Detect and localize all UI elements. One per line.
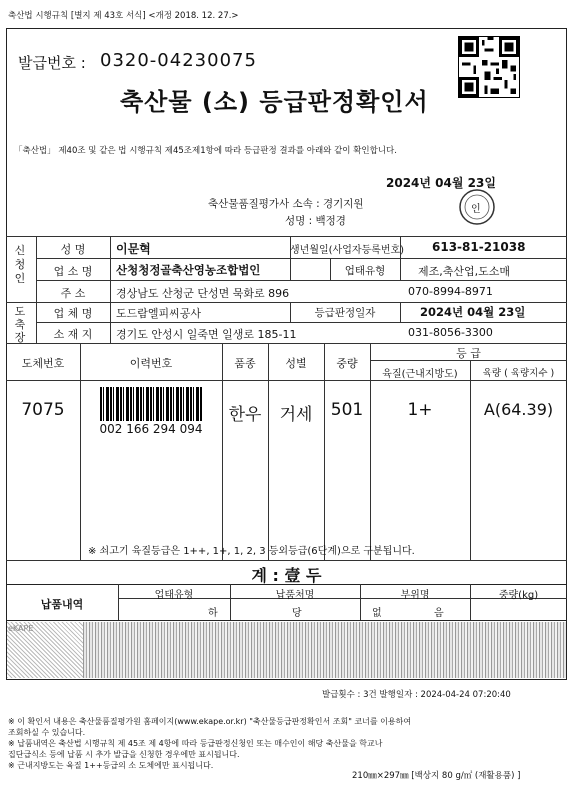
applicant-biz-type: 제조,축산업,도소매: [418, 265, 511, 278]
breed-value: 한우: [228, 405, 262, 425]
security-watermark-pattern: [7, 622, 83, 678]
col-breed: 품종: [234, 357, 256, 370]
slaughterhouse-section-label: 도축장: [14, 305, 26, 344]
intro-text: 「축산법」 제40조 및 같은 법 시행규칙 제45조제1항에 따라 등급판정 결과를 아래와 같이 확인합니다.: [14, 146, 397, 156]
col-yield: 육량 ( 육량지수 ): [482, 368, 555, 379]
total-count: 계 : 壹 두: [251, 566, 322, 585]
slaughter-phone: 031-8056-3300: [408, 326, 493, 339]
purchase-col-part: 부위명: [400, 590, 430, 601]
slaughter-company-label: 업 체 명: [53, 307, 93, 320]
yield-grade: A(64.39): [483, 400, 554, 419]
official-seal-icon: [458, 188, 496, 226]
blank-mark-4: 음: [434, 608, 444, 619]
footnote-2: 조회하실 수 있습니다.: [8, 728, 86, 737]
seal-text: 인: [471, 204, 481, 215]
company-label: 업 소 명: [53, 265, 93, 278]
footnote-5: ※ 근내지방도는 육질 1++등급의 소 도체에만 표시됩니다.: [8, 761, 214, 770]
paper-size: 210㎜×297㎜ [백상지 80 g/㎡ (재활용품) ]: [352, 771, 521, 781]
business-reg-number: 613-81-21038: [432, 240, 526, 254]
blank-mark-2: 당: [292, 608, 302, 619]
purchase-col-weight: 중량(kg): [498, 590, 539, 601]
biz-type-label: 업태유형: [344, 265, 386, 277]
purchase-section-label: 납품내역: [40, 598, 84, 611]
footnote-4: 집단급식소 등에 납품 시 추가 발급을 신청한 경우에만 표시됩니다.: [8, 750, 240, 759]
slaughter-address: 경기도 안성시 일죽면 일생로 185-11: [116, 328, 297, 341]
col-quality: 육질(근내지방도): [382, 369, 458, 380]
footnote-3: ※ 납품내역은 축산법 시행규칙 제 45조 제 4항에 따라 등급판정신청인 또는 매수인이 해당 축산물을 학교나: [8, 739, 383, 748]
issue-number: 0320-04230075: [100, 50, 257, 71]
applicant-name: 이문혁: [116, 242, 151, 256]
barcode-icon: [100, 387, 202, 421]
applicant-phone: 070-8994-8971: [408, 285, 493, 298]
grade-date: 2024년 04월 23일: [420, 305, 526, 319]
col-grade: 등 급: [456, 347, 481, 360]
applicant-section-label: 신청인: [14, 244, 26, 285]
footnote-1: ※ 이 확인서 내용은 축산물품질평가원 홈페이지(www.ekape.or.kr) "축산물등급판정확인서 조회" 코너를 이용하여: [8, 717, 412, 726]
grade-date-label: 등급판정일자: [314, 307, 376, 319]
birth-label: 생년월일(사업자등록번호): [290, 245, 405, 256]
blank-mark-1: 하: [208, 608, 218, 619]
qr-code-icon: [458, 36, 520, 98]
inspector-org: 축산물품질평가사 소속 : 경기지원: [208, 198, 364, 210]
col-weight: 중량: [336, 357, 358, 370]
slaughter-address-label: 소 재 지: [53, 328, 93, 341]
inspector-name: 성명 : 백정경: [285, 215, 346, 227]
trace-number: 002 166 294 094: [99, 422, 203, 436]
col-sex: 성별: [285, 357, 307, 370]
form-header-note: 축산법 시행규칙 [별지 제 43호 서식] <개정 2018. 12. 27.>: [8, 11, 239, 21]
page-title: 축산물 (소) 등급판정확인서: [120, 88, 429, 116]
col-carcass-no: 도체번호: [21, 357, 65, 370]
quality-grade: 1+: [407, 400, 433, 420]
issue-date: 2024년 04월 23일: [386, 176, 496, 190]
col-trace-no: 이력번호: [129, 357, 173, 370]
applicant-company: 산청청정골축산영농조합법인: [116, 263, 261, 277]
applicant-address: 경상남도 산청군 단성면 묵화로 896: [116, 287, 290, 300]
grade-note: ※ 쇠고기 육질등급은 1++, 1+, 1, 2, 3 등외등급(6단계)으로 구분됩니다.: [88, 546, 415, 557]
blank-mark-3: 없: [372, 608, 382, 619]
sex-value: 거세: [279, 405, 313, 425]
issue-info: 발급횟수 : 3건 발행일자 : 2024-04-24 07:20:40: [322, 690, 511, 700]
applicant-name-label: 성 명: [60, 243, 86, 256]
purchase-col-dest: 납품처명: [275, 590, 315, 601]
issue-number-label: 발급번호 :: [18, 54, 86, 72]
weight-value: 501: [330, 400, 364, 420]
watermark-text: eKAPE: [8, 624, 34, 633]
address-label: 주 소: [60, 287, 86, 300]
slaughter-company: 도드람엘피씨공사: [116, 307, 202, 320]
carcass-number: 7075: [21, 400, 65, 420]
purchase-col-biz: 업태유형: [154, 590, 194, 601]
security-noise-pattern: [83, 622, 566, 678]
